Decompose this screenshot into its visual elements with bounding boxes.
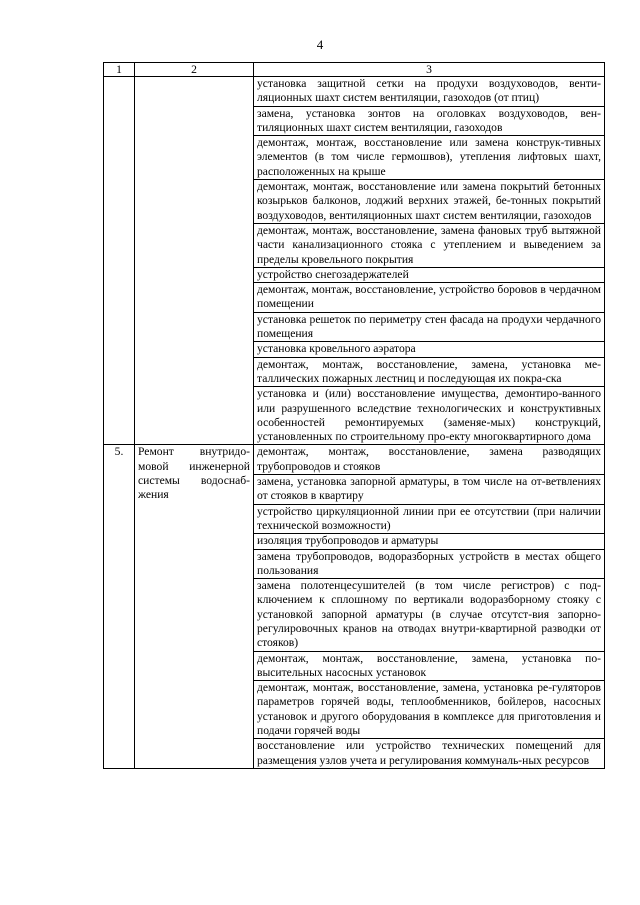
- item-number: 5.: [104, 445, 135, 769]
- work-item: демонтаж, монтаж, восстановление, замена разводящих трубопроводов и стояков: [254, 445, 605, 475]
- work-types-table: [103, 62, 605, 769]
- header-col-2: 2: [135, 63, 254, 77]
- work-item: замена, установка зонтов на оголовках воздуховодов, вен-тиляционных шахт систем вентиляции, газоходов: [254, 106, 605, 136]
- work-item: замена, установка запорной арматуры, в том числе на от-ветвлениях от стояков в квартиру: [254, 475, 605, 505]
- page-number: 4: [316, 37, 324, 52]
- work-category-name: [135, 77, 254, 445]
- work-item: изоляция трубопроводов и арматуры: [254, 534, 605, 549]
- work-item: замена полотенцесушителей (в том числе регистров) с под-ключением к сплошному по вертикали водоразборному стояку с установкой запорной арматуры (в случае отсутст-вия запорно-регулировочных кранов на отводах внутри-квартирной разводки от стояков): [254, 579, 605, 651]
- work-item: демонтаж, монтаж, восстановление, замена фановых труб вытяжной части канализационного стояка с утеплением и выведением за пределы кровельного покрытия: [254, 223, 605, 267]
- work-item: установка решеток по периметру стен фасада на продухи чердачного помещения: [254, 312, 605, 342]
- work-item: демонтаж, монтаж, восстановление, устройство боровов в чердачном помещении: [254, 283, 605, 313]
- work-item: установка защитной сетки на продухи воздуховодов, венти-ляционных шахт систем вентиляции, газоходов (от птиц): [254, 77, 605, 107]
- work-item: устройство снегозадержателей: [254, 267, 605, 282]
- work-item: замена трубопроводов, водоразборных устройств в местах общего пользования: [254, 549, 605, 579]
- work-item: демонтаж, монтаж, восстановление, замена, установка по-высительных насосных установок: [254, 651, 605, 681]
- table-row: [104, 445, 605, 475]
- work-item: демонтаж, монтаж, восстановление, замена, установка ме-таллических пожарных лестниц и последующая их покра-ска: [254, 357, 605, 387]
- table-body: [104, 77, 605, 769]
- item-number: [104, 77, 135, 445]
- table-row: [104, 77, 605, 107]
- work-item: устройство циркуляционной линии при ее отсутствии (при наличии технической возможности): [254, 504, 605, 534]
- work-item: демонтаж, монтаж, восстановление или замена покрытий бетонных козырьков балконов, лоджий верхних этажей, бе-тонных покрытий воздуховодов, вентиляционных шахт систем вентиляции, газоходов: [254, 180, 605, 224]
- work-item: установка кровельного аэратора: [254, 342, 605, 357]
- work-category-name: Ремонт внутридо-мовой инженерной системы водоснаб-жения: [135, 445, 254, 769]
- work-item: восстановление или устройство технических помещений для размещения узлов учета и регулирования коммуналь-ных ресурсов: [254, 739, 605, 769]
- work-item: установка и (или) восстановление имущества, демонтиро-ванного или разрушенного вследствие технологических и конструктивных особенностей ремонтируемых (заменяе-мых) конструкций, установленных по строительному про-екту многоквартирного дома: [254, 387, 605, 445]
- table-header-row: [104, 63, 605, 77]
- work-item: демонтаж, монтаж, восстановление, замена, установка ре-гуляторов параметров горячей воды, теплообменников, бойлеров, насосных установок и другого оборудования в комплексе для приготовления и подачи горячей воды: [254, 681, 605, 739]
- header-col-1: 1: [104, 63, 135, 77]
- header-col-3: 3: [254, 63, 605, 77]
- work-item: демонтаж, монтаж, восстановление или замена конструк-тивных элементов (в том числе гермошвов), утепления лифтовых шахт, расположенных на крыше: [254, 136, 605, 180]
